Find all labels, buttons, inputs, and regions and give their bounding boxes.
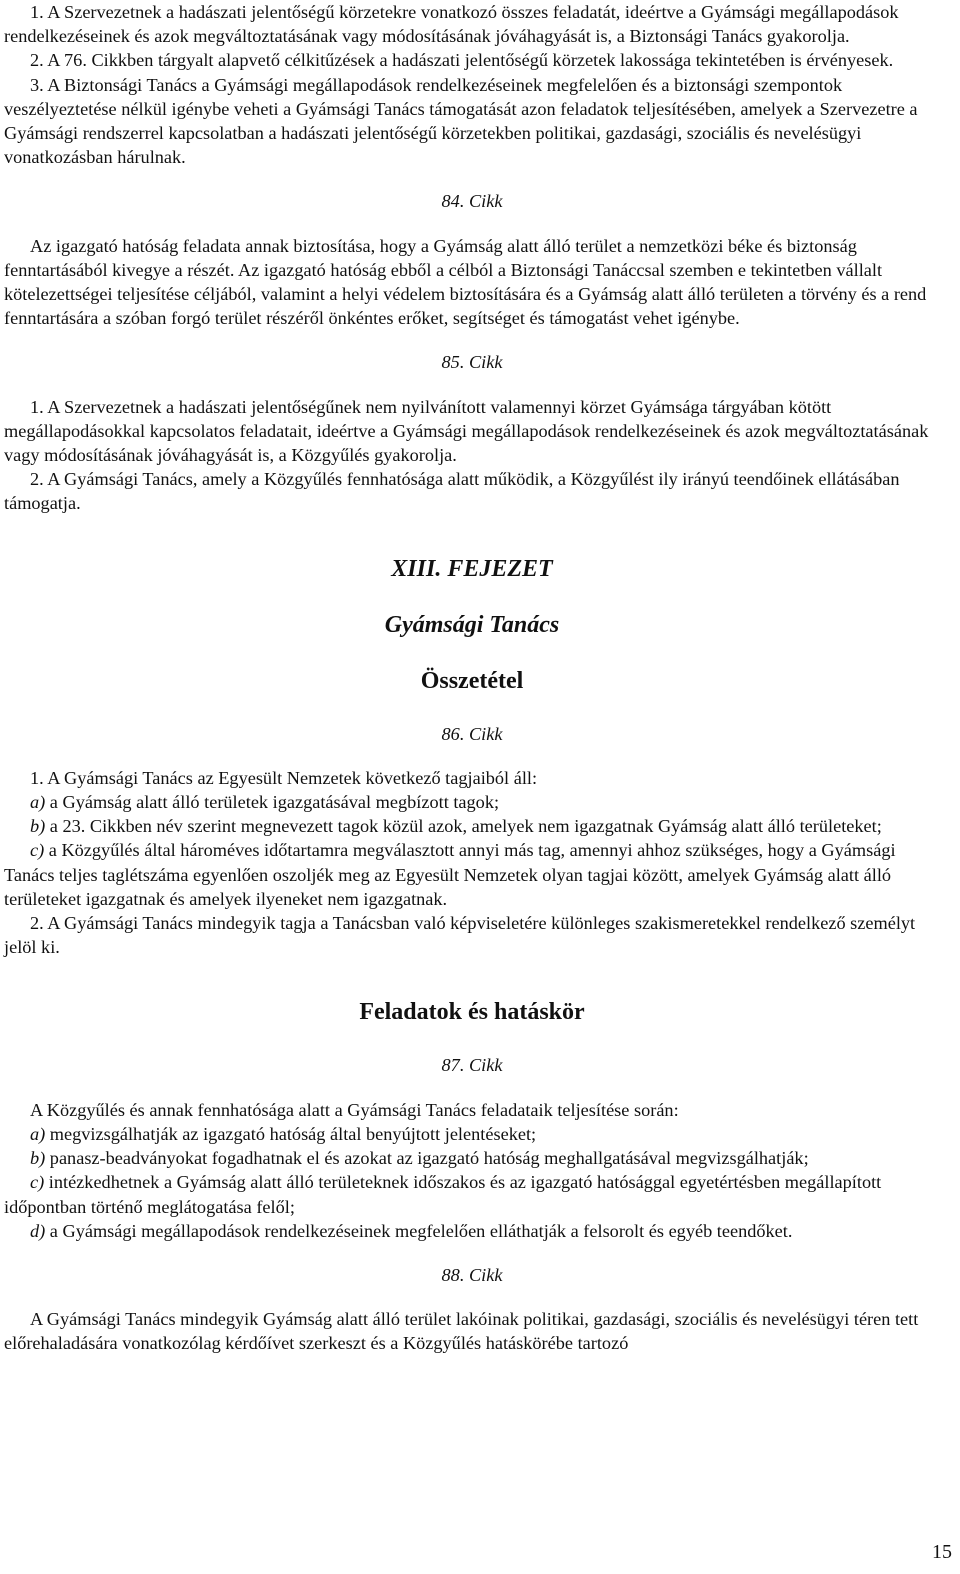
list-item-text: megvizsgálhatják az igazgató hatóság által benyújtott jelentéseket; — [45, 1123, 537, 1144]
spacer — [4, 584, 940, 610]
spacer — [4, 696, 940, 722]
paragraph: 1. A Szervezetnek a hadászati jelentőségűnek nem nyilvánított valamennyi körzet Gyámsága tárgyában kötött megállapodásokkal kapcsolatos feladatait, ideértve a Gyámsági megállapodások rendelkezéseinek és azok megváltoztatásának vagy módosításának jóváhagyását is, a Közgyűlés gyakorolja. — [4, 396, 929, 466]
list-item-label: b) — [30, 1148, 46, 1169]
paragraph: 1. A Gyámsági Tanács az Egyesült Nemzetek következő tagjaiból áll: — [30, 767, 538, 788]
list-item — [4, 1219, 940, 1243]
list-item-label: c) — [30, 840, 45, 861]
list-item-text: a Gyámság alatt álló területek igazgatásával megbízott tagok; — [45, 792, 500, 813]
article-number: 85. Cikk — [441, 352, 503, 373]
section-heading: Összetétel — [420, 667, 524, 694]
paragraph: 2. A Gyámsági Tanács, amely a Közgyűlés fennhatósága alatt működik, a Közgyűlést ily irányú teendőinek ellátásában támogatja. — [4, 469, 900, 514]
article-number: 87. Cikk — [441, 1055, 503, 1076]
article-number: 84. Cikk — [441, 191, 503, 212]
list-item-text: a 23. Cikkben név szerint megnevezett tagok közül azok, amelyek nem igazgatnak Gyámság alatt álló területeket; — [45, 816, 882, 837]
list-item-text: a Gyámsági megállapodások rendelkezéseinek megfelelően elláthatják a felsorolt és egyéb teendőket. — [45, 1220, 793, 1241]
spacer — [4, 959, 940, 997]
list-item — [4, 1146, 940, 1170]
spacer — [4, 330, 940, 350]
spacer — [4, 169, 940, 189]
paragraph: A Gyámsági Tanács mindegyik Gyámság alatt álló terület lakóinak politikai, gazdasági, szociális és nevelésügyi téren tett előrehaladására vonatkozólag kérdőívet szerkeszt és a Közgyűlés hatáskörébe tartozó — [4, 1309, 919, 1354]
section-heading: Gyámsági Tanács — [384, 611, 560, 638]
page-number: 15 — [932, 1541, 952, 1563]
spacer — [4, 1027, 940, 1053]
list-item-text: panasz-beadványokat fogadhatnak el és azokat az igazgató hatóság meghallgatásával megvizsgálhatják; — [45, 1148, 809, 1169]
list-item — [4, 814, 940, 838]
document-page — [4, 0, 940, 1356]
spacer — [4, 1287, 940, 1307]
list-item-label: a) — [30, 792, 46, 813]
list-item — [4, 790, 940, 814]
spacer — [4, 516, 940, 554]
article-number: 88. Cikk — [441, 1264, 503, 1285]
list-item — [4, 838, 940, 911]
paragraph: 3. A Biztonsági Tanács a Gyámsági megállapodások rendelkezéseinek megfelelően és a biztonsági szempontok veszélyeztetése nélkül igénybe veheti a Gyámsági Tanács támogatását azon feladatok teljesítésében, amelyek a Szervezetre a Gyámsági rendszerrel kapcsolatban a hadászati jelentőségű körzetekben politikai, gazdasági, szociális és nevelésügyi vonatkozásban hárulnak. — [4, 74, 918, 168]
spacer — [4, 1243, 940, 1263]
list-item-label: d) — [30, 1220, 46, 1241]
list-item-label: c) — [30, 1172, 45, 1193]
list-item-text: intézkedhetnek a Gyámság alatt álló területeknek időszakos és az igazgató hatósággal egyetértésben megállapított időpontban történő meglátogatása felől; — [4, 1172, 882, 1217]
list-item-label: a) — [30, 1123, 46, 1144]
section-heading: Feladatok és hatáskör — [359, 999, 585, 1026]
spacer — [4, 1078, 940, 1098]
list-item — [4, 1122, 940, 1146]
paragraph: A Közgyűlés és annak fennhatósága alatt a Gyámsági Tanács feladataik teljesítése során: — [30, 1099, 679, 1120]
paragraph: 2. A Gyámsági Tanács mindegyik tagja a Tanácsban való képviseletére különleges szakismeretekkel rendelkező személyt jelöl ki. — [4, 913, 916, 958]
article-number: 86. Cikk — [441, 723, 503, 744]
list-item — [4, 1170, 940, 1218]
paragraph: Az igazgató hatóság feladata annak biztosítása, hogy a Gyámság alatt álló terület a nemzetközi béke és biztonság fenntartásából kivegye a részét. Az igazgató hatóság ebből a célból a Biztonsági Tanáccsal szemben e tekintetben vállalt kötelezettségei teljesítése céljából, valamint a helyi védelem biztosítására és a Gyámság alatt álló területen a törvény és a rend fenntartására a szóban forgó terület részéről önkéntes erőket, segítséget és támogatást vehet igénybe. — [4, 235, 927, 329]
list-item-text: a Közgyűlés által hároméves időtartamra megválasztott annyi más tag, amennyi ahhoz szükséges, hogy a Gyámsági Tanács teljes taglétszáma egyenlően oszoljék meg az Egyesült Nemzetek olyan tagjai között, amelyek Gyámság alatt álló területeket igazgatnak és amelyek ilyeneket nem igazgatnak. — [4, 840, 896, 909]
paragraph: 2. A 76. Cikkben tárgyalt alapvető célkitűzések a hadászati jelentőségű körzetek lakossága tekintetében is érvényesek. — [30, 50, 894, 71]
section-heading: XIII. FEJEZET — [391, 555, 553, 582]
spacer — [4, 375, 940, 395]
spacer — [4, 640, 940, 666]
paragraph: 1. A Szervezetnek a hadászati jelentőségű körzetekre vonatkozó összes feladatát, ideértve a Gyámsági megállapodások rendelkezéseinek és azok megváltoztatásának vagy módosításának jóváhagyását is, a Biztonsági Tanács gyakorolja. — [4, 2, 899, 47]
spacer — [4, 746, 940, 766]
spacer — [4, 214, 940, 234]
list-item-label: b) — [30, 816, 46, 837]
